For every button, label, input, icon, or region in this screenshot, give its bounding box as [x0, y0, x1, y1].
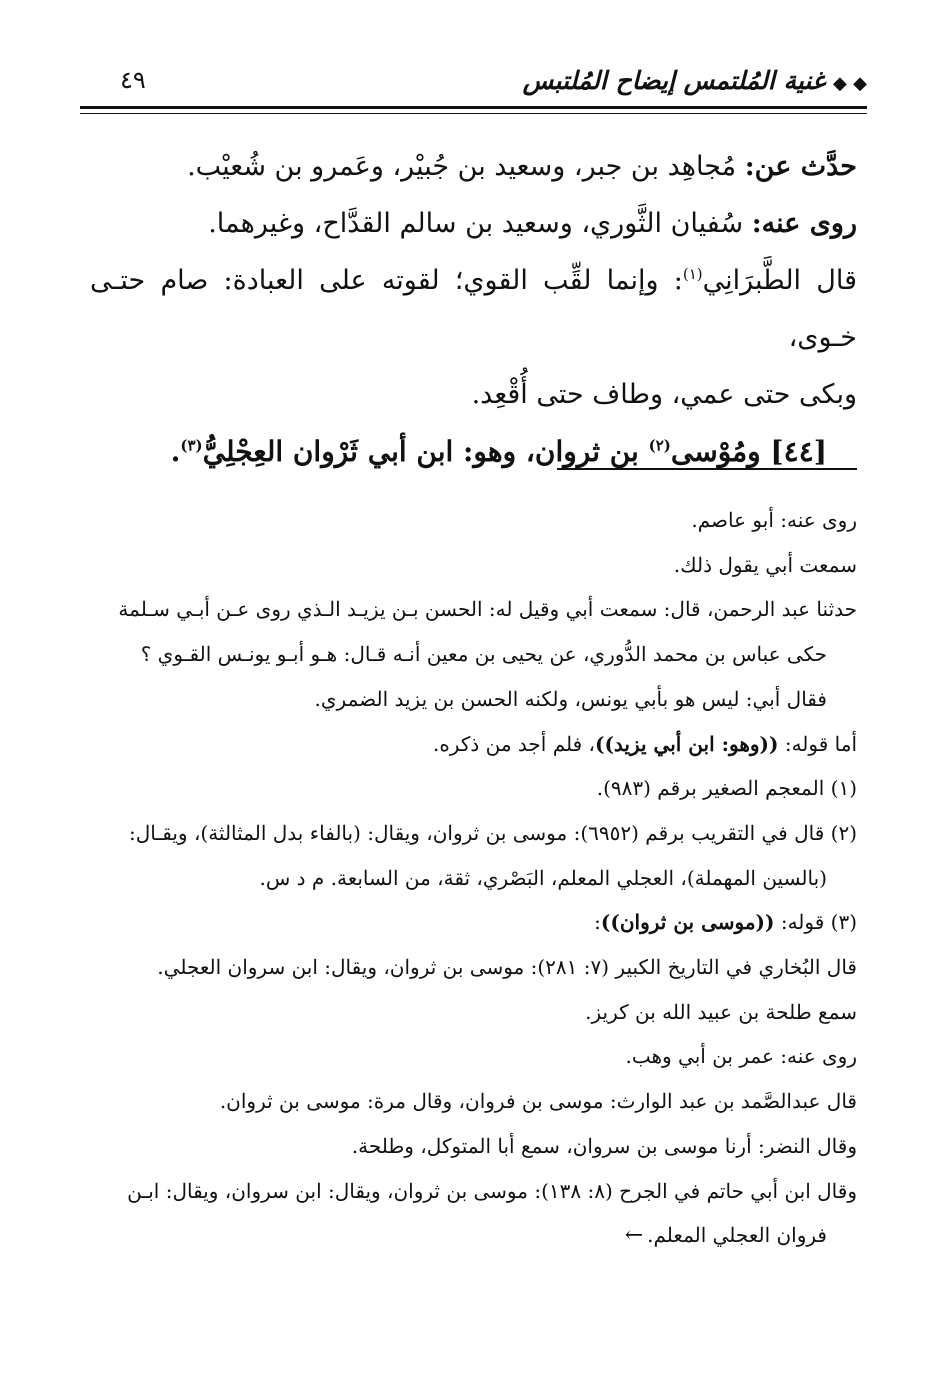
main-text: [90, 138, 857, 480]
continue-arrow-icon: ←: [624, 1223, 644, 1249]
narrated-from-label: حدَّث عن:: [744, 151, 857, 182]
footnote-line: سمع طلحة بن عبيد الله بن كريز.: [585, 999, 857, 1024]
page-header: [80, 58, 867, 98]
footnote-ref-3: (٣): [180, 436, 203, 455]
header-divider-thin: [80, 113, 867, 114]
entry-lineage: بن ثروان، وهو: ابن أبي ثَرْوان العِجْلِيُّ: [202, 435, 649, 468]
entry-heading: [90, 423, 857, 480]
footnote-line: [80, 1213, 857, 1259]
footnote-separator: [557, 468, 857, 470]
footnote-line: سمعت أبي يقول ذلك.: [673, 552, 857, 577]
footnote-line: حكى عباس بن محمد الدُّوري، عن يحيى بن معين أنـه قـال: هـو أبـو يونـس القـوي ؟: [140, 642, 827, 667]
footnote-line: قال البُخاري في التاريخ الكبير (٧: ٢٨١): موسى بن ثروان، ويقال: ابن سروان العجلي.: [157, 955, 857, 980]
footnote-line: فقال أبي: ليس هو بأبي يونس، ولكنه الحسن بن يزيد الضمري.: [314, 686, 827, 711]
footnote-text: :: [594, 910, 601, 935]
narrated-by-line: [90, 195, 857, 252]
footnote-text: (٣) قوله:: [774, 910, 857, 935]
footnote-ref-1: (١): [682, 265, 703, 283]
narrated-from-line: [90, 138, 857, 195]
tabarani-quote-cont: وبكى حتى عمي، وطاف حتى أُقْعِد.: [471, 379, 857, 410]
footnote-line: روى عنه: عمر بن أبي وهب.: [625, 1044, 857, 1069]
footnote-1: (١) المعجم الصغير برقم (٩٨٣).: [596, 776, 857, 801]
footnotes: [80, 498, 857, 1259]
footnote-line: قال عبدالصَّمد بن عبد الوارث: موسى بن فروان، وقال مرة: موسى بن ثروان.: [219, 1089, 857, 1114]
footnote-2: (٢) قال في التقريب برقم (٦٩٥٢): موسى بن ثروان، ويقال: (بالفاء بدل المثالثة)، ويقـال:: [129, 820, 857, 845]
footnote-quote: ((موسى بن ثروان)): [600, 910, 775, 935]
tabarani-quote: [90, 252, 857, 366]
footnote-3: [80, 900, 857, 945]
entry-number-name: [٤٤] ومُوْسى: [670, 435, 827, 468]
running-title: [523, 66, 867, 95]
footnote-ref-2: (٢): [648, 436, 671, 455]
tabarani-quote-rest: : وإنما لقِّب القوي؛ لقوته على العبادة: صام حتـى خـوى،: [90, 265, 857, 353]
footnote-line: وقال ابن أبي حاتم في الجرح (٨: ١٣٨): موسى بن ثروان، ويقال: ابن سروان، ويقال: ابـن: [127, 1178, 857, 1203]
footnote-line: حدثنا عبد الرحمن، قال: سمعت أبي وقيل له: الحسن بـن يزيـد الـذي روى عـن أبـي سـلمة: [118, 597, 857, 622]
footnote-line: وقال النضر: أرنا موسى بن سروان، سمع أبا المتوكل، وطلحة.: [351, 1133, 857, 1158]
page-number: ٤٩: [120, 66, 146, 94]
entry-period: .: [170, 435, 181, 468]
narrated-by-label: روى عنه:: [751, 208, 857, 239]
running-title-text: غنية المُلتمس إيضاح المُلتبس: [522, 66, 826, 95]
footnote-quote: ((وهو: ابن أبي يزيد)): [595, 731, 779, 756]
tabarani-quote-start: قال الطَّبرَانِي: [702, 265, 857, 296]
footnote-2-cont: (بالسين المهملة)، العجلي المعلم، البَصْري، ثقة، من السابعة. م د س.: [259, 865, 827, 890]
footnote-text: فروان العجلي المعلم.: [647, 1223, 827, 1248]
header-divider: [80, 106, 867, 109]
footnote-line: [80, 722, 857, 767]
diamond-ornament-icon: ◆ ◆: [833, 73, 867, 94]
narrated-by-text: سُفيان الثَّوري، وسعيد بن سالم القدَّاح، وغيرهما.: [208, 208, 752, 239]
footnote-line: روى عنه: أبو عاصم.: [691, 508, 857, 532]
footnote-text: أما قوله:: [778, 731, 857, 756]
footnote-text: ، فلم أجد من ذكره.: [432, 731, 595, 756]
narrated-from-text: مُجاهِد بن جبر، وسعيد بن جُبيْر، وعَمرو بن شُعيْب.: [187, 151, 745, 182]
